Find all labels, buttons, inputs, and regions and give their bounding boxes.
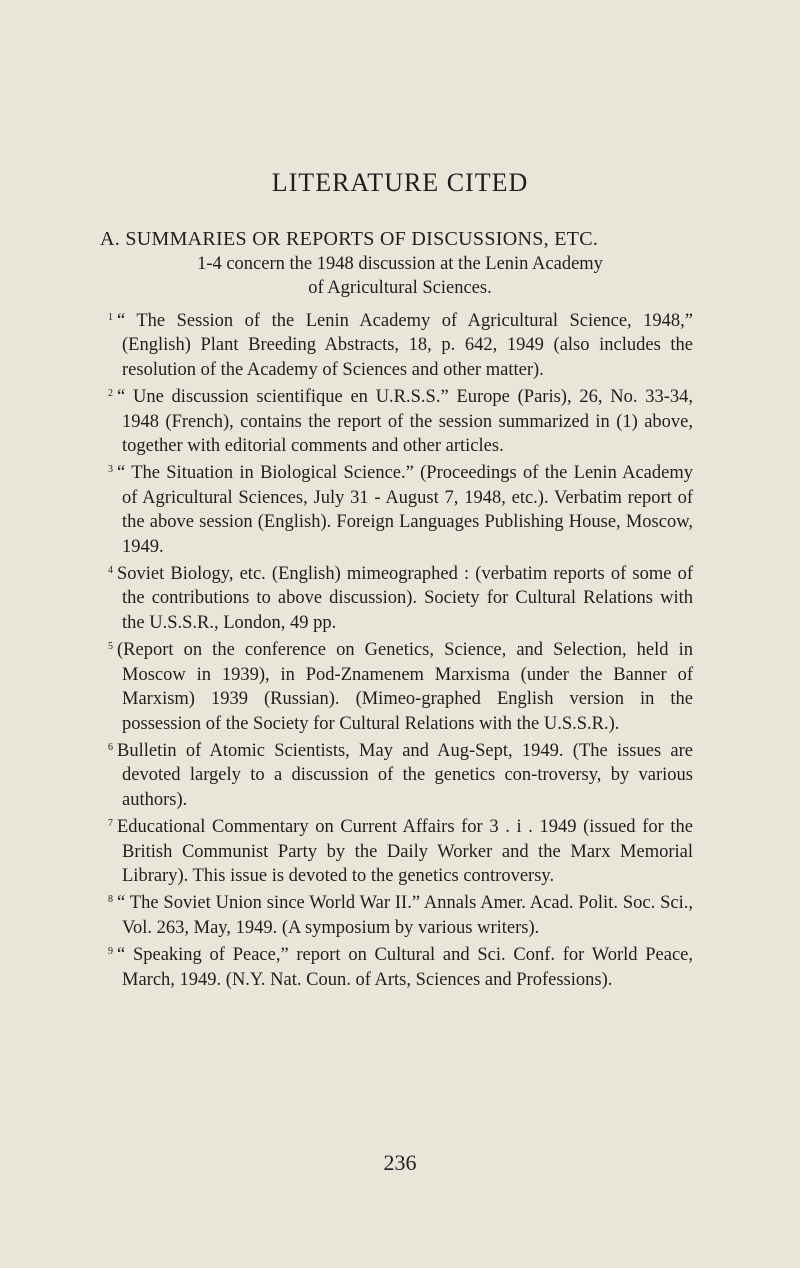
reference-text: “ Speaking of Peace,” report on Cultural and Sci. Conf. for World Peace, March, 1949. (N.Y. Nat. Coun. of Arts, Sciences and Professions).: [117, 945, 693, 990]
page-number: 236: [383, 1150, 417, 1175]
reference-text: Bulletin of Atomic Scientists, May and Aug-Sept, 1949. (The issues are devoted largely to a discussion of the genetics con-troversy, by various authors).: [117, 740, 693, 810]
reference-number: 2: [108, 388, 113, 400]
section-heading: A. SUMMARIES OR REPORTS OF DISCUSSIONS, ETC.: [100, 228, 599, 250]
reference-text: Educational Commentary on Current Affairs for 3 . i . 1949 (issued for the British Communist Party by the Daily Worker and the Marx Memorial Library). This issue is devoted to the genetics controversy.: [117, 817, 693, 886]
reference-number: 5: [108, 641, 113, 653]
reference-number: 3: [108, 464, 113, 476]
intro-line: of Agricultural Sciences.: [308, 278, 492, 298]
reference-number: 4: [108, 565, 113, 577]
reference-entry: [108, 306, 693, 382]
reference-number: 8: [108, 894, 113, 906]
reference-text: “ Une discussion scientifique en U.R.S.S.” Europe (Paris), 26, No. 33-34, 1948 (French), contains the report of the session summarized in (1) above, together with editorial comments and other articles.: [117, 387, 693, 457]
reference-entry: [108, 812, 693, 888]
reference-entry: [108, 940, 693, 992]
reference-number: 1: [108, 312, 113, 323]
reference-entry: [108, 382, 693, 458]
reference-list: [108, 306, 693, 992]
page-title: LITERATURE CITED: [271, 168, 529, 197]
section-intro: [140, 252, 660, 300]
intro-line: 1-4 concern the 1948 discussion at the Lenin Academy: [197, 254, 603, 274]
reference-number: 9: [108, 946, 113, 958]
reference-entry: [108, 888, 693, 940]
reference-number: 6: [108, 741, 113, 753]
reference-entry: [108, 458, 693, 559]
reference-number: 7: [108, 818, 113, 830]
reference-text: “ The Soviet Union since World War II.” Annals Amer. Acad. Polit. Soc. Sci., Vol. 263, May, 1949. (A symposium by various writers).: [117, 893, 693, 938]
reference-text: Soviet Biology, etc. (English) mimeographed : (verbatim reports of some of the contributions to above discussion). Society for Cultural Relations with the U.S.S.R., London, 49 pp.: [117, 564, 693, 633]
reference-entry: [108, 559, 693, 635]
reference-entry: [108, 635, 693, 736]
reference-text: “ The Session of the Lenin Academy of Agricultural Science, 1948,” (English) Plant Breeding Abstracts, 18, p. 642, 1949 (also includes the resolution of the Academy of Sciences and other matter).: [117, 311, 693, 380]
reference-text: “ The Situation in Biological Science.” (Proceedings of the Lenin Academy of Agricultural Sciences, July 31 - August 7, 1948, etc.). Verbatim report of the above session (English). Foreign Languages Publishing House, Moscow, 1949.: [117, 463, 693, 557]
reference-entry: [108, 736, 693, 812]
reference-text: (Report on the conference on Genetics, Science, and Selection, held in Moscow in 1939), in Pod-Znamenem Marxisma (under the Banner of Marxism) 1939 (Russian). (Mimeo-graphed English version in the possession of the Society for Cultural Relations with the U.S.S.R.).: [117, 640, 693, 734]
